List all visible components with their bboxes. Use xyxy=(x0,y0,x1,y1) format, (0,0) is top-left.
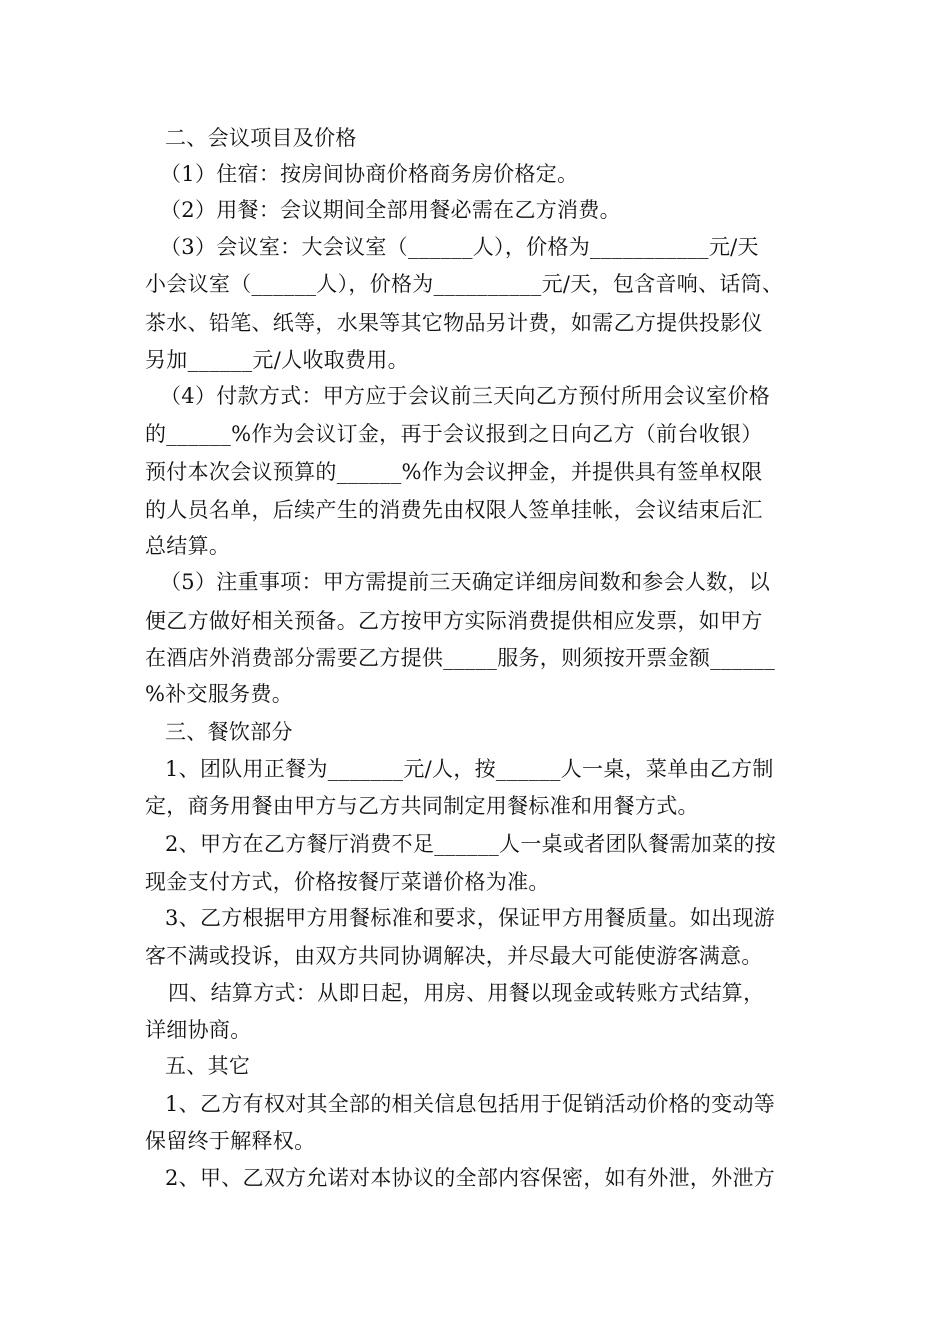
section-heading-settlement: 四、结算方式：从即日起，用房、用餐以现金或转账方式结算， xyxy=(168,981,765,1005)
section-heading-catering: 三、餐饮部分 xyxy=(165,720,293,744)
clause-notes-line-3: 在酒店外消费部分需要乙方提供_____服务，则须按开票金额______ xyxy=(145,646,775,670)
catering-clause-2-line-1: 2、甲方在乙方餐厅消费不足______人一桌或者团队餐需加菜的按 xyxy=(165,832,776,856)
clause-payment-line-2: 的______%作为会议订金，再于会议报到之日向乙方（前台收银） xyxy=(145,422,763,446)
clause-payment-line-5: 总结算。 xyxy=(145,534,231,558)
clause-notes-line-2: 便乙方做好相关预备。乙方按甲方实际消费提供相应发票，如甲方 xyxy=(145,609,763,633)
catering-clause-1-line-1: 1、团队用正餐为_______元/人，按______人一桌，菜单由乙方制 xyxy=(165,757,774,781)
clause-meals: （2）用餐：会议期间全部用餐必需在乙方消费。 xyxy=(160,198,621,222)
clause-meeting-room-line-2: 小会议室（______人），价格为__________元/天，包含音响、话筒、 xyxy=(145,272,784,296)
catering-clause-2-line-2: 现金支付方式，价格按餐厅菜谱价格为准。 xyxy=(145,870,550,894)
catering-clause-3-line-2: 客不满或投诉，由双方共同协调解决，并尽最大可能使游客满意。 xyxy=(145,944,763,968)
settlement-line-2: 详细协商。 xyxy=(145,1018,252,1042)
clause-meeting-room-line-3: 茶水、铅笔、纸等，水果等其它物品另计费，如需乙方提供投影仪 xyxy=(145,311,763,335)
clause-payment-line-4: 的人员名单，后续产生的消费先由权限人签单挂帐，会议结束后汇 xyxy=(145,498,763,522)
catering-clause-3-line-1: 3、乙方根据甲方用餐标准和要求，保证甲方用餐质量。如出现游 xyxy=(165,906,776,930)
other-clause-1-line-2: 保留终于解释权。 xyxy=(145,1129,316,1153)
section-heading-meeting-items: 二、会议项目及价格 xyxy=(165,126,357,150)
section-heading-other: 五、其它 xyxy=(165,1054,251,1078)
clause-accommodation: （1）住宿：按房间协商价格商务房价格定。 xyxy=(160,162,579,186)
other-clause-1-line-1: 1、乙方有权对其全部的相关信息包括用于促销活动价格的变动等 xyxy=(165,1092,776,1116)
clause-meeting-room-line-4: 另加______元/人收取费用。 xyxy=(145,348,409,372)
other-clause-2-line-1: 2、甲、乙双方允诺对本协议的全部内容保密，如有外泄，外泄方 xyxy=(165,1166,776,1190)
clause-notes-line-1: （5）注重事项：甲方需提前三天确定详细房间数和参会人数，以 xyxy=(160,570,771,594)
catering-clause-1-line-2: 定，商务用餐由甲方与乙方共同制定用餐标准和用餐方式。 xyxy=(145,794,699,818)
clause-payment-line-1: （4）付款方式：甲方应于会议前三天向乙方预付所用会议室价格 xyxy=(160,384,771,408)
clause-payment-line-3: 预付本次会议预算的______%作为会议押金，并提供具有签单权限 xyxy=(145,460,763,484)
clause-notes-line-4: %补交服务费。 xyxy=(145,682,294,706)
clause-meeting-room-line-1: （3）会议室：大会议室（______人），价格为___________元/天 xyxy=(160,235,759,259)
